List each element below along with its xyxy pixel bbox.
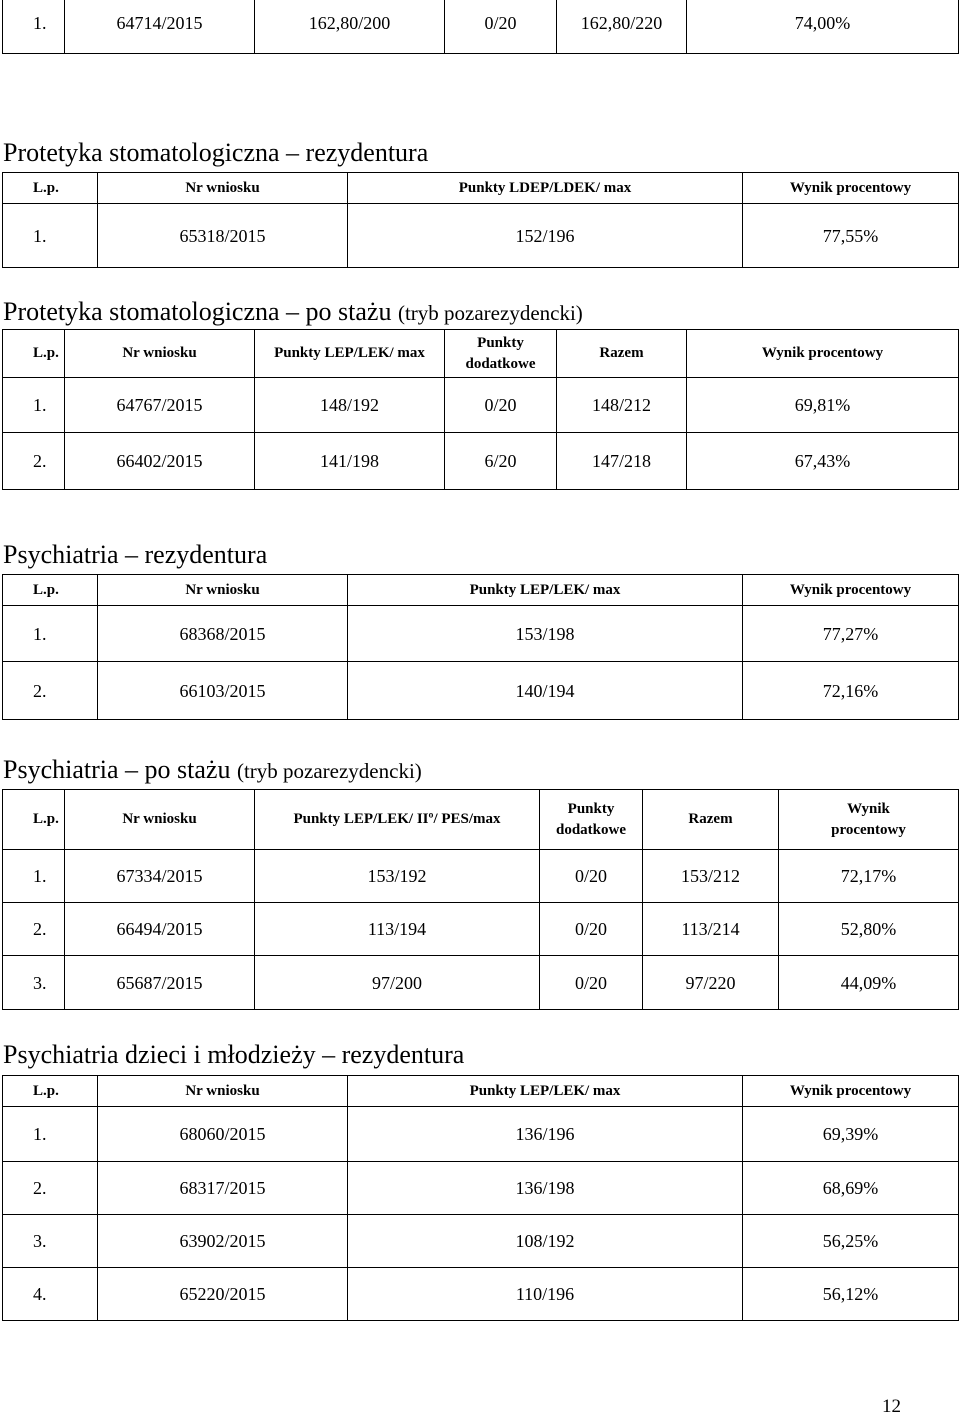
- cell-razem: 97/220: [643, 956, 779, 1010]
- cell-wynik: 56,12%: [743, 1268, 959, 1321]
- cell-punkty: 136/196: [348, 1107, 743, 1162]
- cell-nr-wniosku: 63902/2015: [98, 1215, 348, 1268]
- top-table: [2, 0, 959, 54]
- cell-dodatkowe: 6/20: [445, 433, 557, 490]
- table-row: [3, 378, 959, 433]
- cell-lp: 2.: [3, 433, 65, 490]
- section-title-psychiatria-po-stazu: [3, 755, 422, 786]
- cell-razem: 113/214: [643, 903, 779, 956]
- cell-lp: 1.: [3, 850, 65, 903]
- cell-punkty: 162,80/200: [255, 0, 445, 54]
- cell-punkty: 136/198: [348, 1162, 743, 1215]
- table-row: [3, 204, 959, 268]
- table-psychiatria-dzieci: [2, 1075, 959, 1321]
- cell-lp: 1.: [3, 0, 65, 54]
- header-dodatkowe-line-1: Punkty: [477, 334, 524, 351]
- cell-punkty: 152/196: [348, 204, 743, 268]
- cell-wynik: 72,16%: [743, 662, 959, 720]
- cell-wynik: 67,43%: [687, 433, 959, 490]
- cell-wynik: 69,39%: [743, 1107, 959, 1162]
- section-title-psychiatria-rezydentura: [3, 540, 267, 570]
- cell-dodatkowe: 0/20: [445, 0, 557, 54]
- header-wynik: Wynik procentowy: [743, 1076, 959, 1107]
- header-wynik: Wynik procentowy: [687, 330, 959, 378]
- header-wynik-line-1: Wynik: [847, 800, 890, 817]
- table-row: [3, 1162, 959, 1215]
- table-header-row: [3, 790, 959, 850]
- header-wynik: [779, 790, 959, 850]
- cell-lp: 4.: [3, 1268, 98, 1321]
- cell-nr-wniosku: 66402/2015: [65, 433, 255, 490]
- header-nr-wniosku: Nr wniosku: [65, 330, 255, 378]
- table-row: [3, 956, 959, 1010]
- table-row: [3, 903, 959, 956]
- cell-punkty: 110/196: [348, 1268, 743, 1321]
- cell-wynik: 74,00%: [687, 0, 959, 54]
- section-subtitle: (tryb pozarezydencki): [236, 759, 422, 783]
- header-dodatkowe-line-2: dodatkowe: [555, 821, 626, 838]
- cell-wynik: 69,81%: [687, 378, 959, 433]
- header-dodatkowe-line-1: Punkty: [567, 800, 615, 817]
- cell-nr-wniosku: 65687/2015: [65, 956, 255, 1010]
- cell-nr-wniosku: 66494/2015: [65, 903, 255, 956]
- table-header-row: [3, 330, 959, 378]
- cell-dodatkowe: 0/20: [540, 903, 643, 956]
- cell-nr-wniosku: 68060/2015: [98, 1107, 348, 1162]
- cell-razem: 162,80/220: [557, 0, 687, 54]
- cell-lp: 1.: [3, 1107, 98, 1162]
- cell-punkty: 113/194: [255, 903, 540, 956]
- header-razem: Razem: [557, 330, 687, 378]
- table-row: [3, 1268, 959, 1321]
- cell-nr-wniosku: 66103/2015: [98, 662, 348, 720]
- cell-punkty: 153/192: [255, 850, 540, 903]
- cell-wynik: 52,80%: [779, 903, 959, 956]
- cell-punkty: 108/192: [348, 1215, 743, 1268]
- cell-punkty: 153/198: [348, 606, 743, 662]
- cell-lp: 3.: [3, 956, 65, 1010]
- header-punkty: Punkty LEP/LEK/ max: [255, 330, 445, 378]
- table-psychiatria-rezydentura: [2, 574, 959, 720]
- header-nr-wniosku: Nr wniosku: [98, 173, 348, 204]
- cell-wynik: 72,17%: [779, 850, 959, 903]
- header-lp: L.p.: [3, 790, 65, 850]
- header-lp: L.p.: [3, 330, 65, 378]
- cell-nr-wniosku: 67334/2015: [65, 850, 255, 903]
- cell-nr-wniosku: 68317/2015: [98, 1162, 348, 1215]
- cell-wynik: 44,09%: [779, 956, 959, 1010]
- cell-punkty: 141/198: [255, 433, 445, 490]
- cell-dodatkowe: 0/20: [540, 850, 643, 903]
- section-subtitle: (tryb pozarezydencki): [397, 301, 583, 325]
- table-protetyka-rezydentura: [2, 172, 959, 268]
- table-row: [3, 606, 959, 662]
- cell-lp: 3.: [3, 1215, 98, 1268]
- header-dodatkowe: [540, 790, 643, 850]
- header-lp: L.p.: [3, 575, 98, 606]
- cell-dodatkowe: 0/20: [445, 378, 557, 433]
- table-row: [3, 850, 959, 903]
- cell-punkty: 140/194: [348, 662, 743, 720]
- cell-nr-wniosku: 68368/2015: [98, 606, 348, 662]
- table-row: [3, 662, 959, 720]
- header-lp: L.p.: [3, 173, 98, 204]
- cell-nr-wniosku: 64714/2015: [65, 0, 255, 54]
- cell-nr-wniosku: 65220/2015: [98, 1268, 348, 1321]
- header-punkty: Punkty LEP/LEK/ IIº/ PES/max: [255, 790, 540, 850]
- page-number: 12: [882, 1396, 901, 1417]
- cell-punkty: 148/192: [255, 378, 445, 433]
- cell-razem: 148/212: [557, 378, 687, 433]
- header-nr-wniosku: Nr wniosku: [98, 575, 348, 606]
- header-punkty: Punkty LEP/LEK/ max: [348, 575, 743, 606]
- section-title-text: Psychiatria – rezydentura: [3, 540, 268, 569]
- cell-razem: 153/212: [643, 850, 779, 903]
- cell-nr-wniosku: 65318/2015: [98, 204, 348, 268]
- section-title-text: Psychiatria dzieci i młodzieży – rezydentura: [3, 1040, 465, 1069]
- header-nr-wniosku: Nr wniosku: [98, 1076, 348, 1107]
- cell-punkty: 97/200: [255, 956, 540, 1010]
- table-header-row: [3, 173, 959, 204]
- header-nr-wniosku: Nr wniosku: [65, 790, 255, 850]
- cell-lp: 1.: [3, 204, 98, 268]
- cell-wynik: 77,55%: [743, 204, 959, 268]
- header-dodatkowe-line-2: dodatkowe: [465, 355, 536, 372]
- table-row: [3, 1107, 959, 1162]
- table-header-row: [3, 575, 959, 606]
- table-header-row: [3, 1076, 959, 1107]
- table-psychiatria-po-stazu: [2, 789, 959, 1010]
- table-protetyka-po-stazu: [2, 329, 959, 490]
- section-title-protetyka-po-stazu: [3, 297, 583, 328]
- cell-lp: 2.: [3, 662, 98, 720]
- cell-nr-wniosku: 64767/2015: [65, 378, 255, 433]
- header-lp: L.p.: [3, 1076, 98, 1107]
- cell-dodatkowe: 0/20: [540, 956, 643, 1010]
- cell-wynik: 56,25%: [743, 1215, 959, 1268]
- section-title-text: Protetyka stomatologiczna – po stażu: [3, 297, 392, 326]
- cell-lp: 2.: [3, 903, 65, 956]
- cell-wynik: 77,27%: [743, 606, 959, 662]
- section-title-text: Psychiatria – po stażu: [3, 755, 231, 784]
- header-punkty: Punkty LDEP/LDEK/ max: [348, 173, 743, 204]
- header-wynik: Wynik procentowy: [743, 575, 959, 606]
- header-wynik: Wynik procentowy: [743, 173, 959, 204]
- cell-razem: 147/218: [557, 433, 687, 490]
- table-row: [3, 433, 959, 490]
- cell-lp: 2.: [3, 1162, 98, 1215]
- cell-wynik: 68,69%: [743, 1162, 959, 1215]
- cell-lp: 1.: [3, 378, 65, 433]
- cell-lp: 1.: [3, 606, 98, 662]
- header-razem: Razem: [643, 790, 779, 850]
- table-row: [3, 1215, 959, 1268]
- header-wynik-line-2: procentowy: [831, 821, 906, 838]
- header-dodatkowe: [445, 330, 557, 378]
- section-title-psychiatria-dzieci: [3, 1040, 464, 1070]
- table-row: [3, 0, 959, 54]
- section-title-text: Protetyka stomatologiczna – rezydentura: [3, 138, 429, 167]
- section-title-protetyka-rezydentura: [3, 138, 428, 168]
- header-punkty: Punkty LEP/LEK/ max: [348, 1076, 743, 1107]
